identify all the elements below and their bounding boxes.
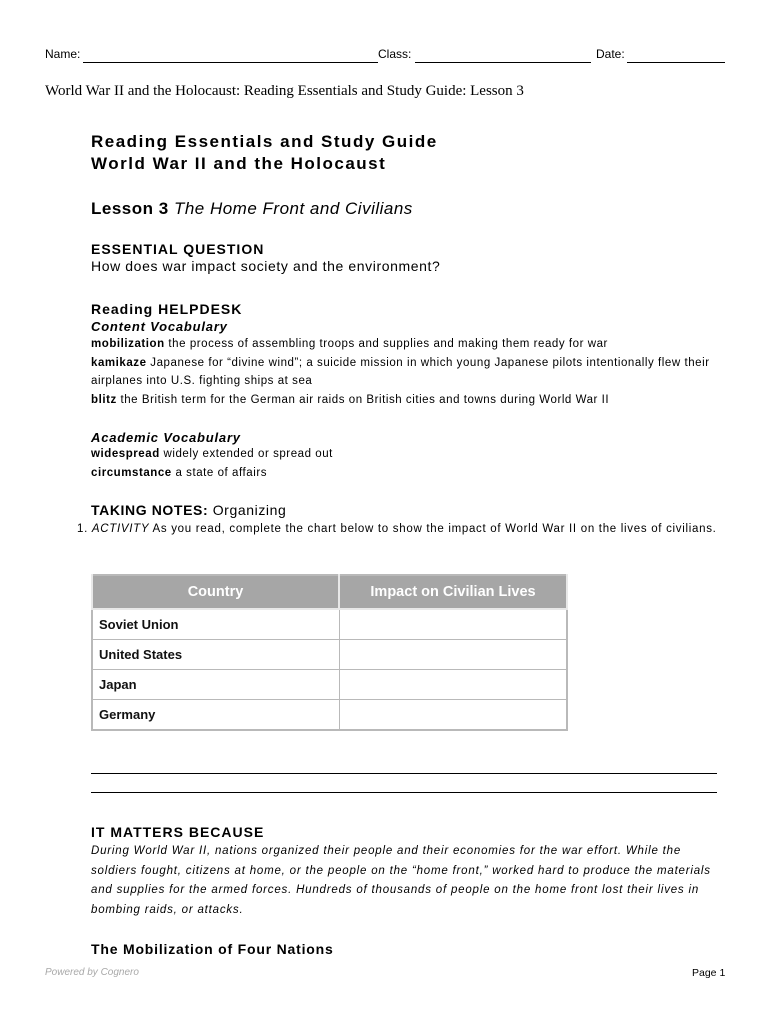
date-label: Date: (596, 47, 625, 61)
helpdesk-heading: Reading HELPDESK (91, 301, 243, 317)
page-number: Page 1 (692, 967, 726, 979)
lesson-name: The Home Front and Civilians (173, 199, 413, 218)
activity-instruction: 1. ACTIVITY As you read, complete the chart below to show the impact of World War II on the lives of civilians. (77, 523, 717, 535)
table-row (92, 640, 567, 670)
impact-cell[interactable] (339, 609, 567, 640)
class-field[interactable] (415, 62, 591, 63)
lesson-number: Lesson 3 (91, 199, 169, 218)
content-vocab-list (91, 335, 721, 409)
worksheet-header (45, 47, 725, 65)
academic-vocab-list (91, 445, 721, 482)
content-vocab-heading: Content Vocabulary (91, 319, 228, 334)
answer-line[interactable] (91, 773, 717, 774)
date-field[interactable] (627, 62, 725, 63)
impact-cell[interactable] (339, 700, 567, 731)
vocab-item: circumstance a state of affairs (91, 466, 268, 479)
it-matters-text: During World War II, nations organized their people and their economies for the war effort. While the soldiers fought, citizens at home, or the people on the “home front,” worked hard to produce the materials and supplies for the armed forces. Hundreds of thousands of people on the home front lost their lives in bombing raids, or attacks. (91, 845, 711, 916)
table-row (92, 609, 567, 640)
table-row (92, 700, 567, 731)
table-row (92, 670, 567, 700)
country-cell: Germany (92, 700, 339, 731)
academic-vocab-heading: Academic Vocabulary (91, 430, 241, 445)
name-field[interactable] (83, 62, 378, 63)
lesson-heading (91, 199, 721, 219)
academic-vocabulary (91, 430, 721, 482)
country-cell: Soviet Union (92, 609, 339, 640)
guide-title (91, 131, 721, 175)
it-matters-section (91, 824, 721, 920)
section-heading: The Mobilization of Four Nations (91, 941, 334, 957)
vocab-item: widespread widely extended or spread out (91, 448, 333, 460)
impact-cell[interactable] (339, 670, 567, 700)
country-cell: Japan (92, 670, 339, 700)
answer-line[interactable] (91, 792, 717, 793)
title-line-2: World War II and the Holocaust (91, 154, 387, 173)
vocab-item: blitz the British term for the German air raids on British cities and towns during World War II (91, 393, 610, 406)
powered-by-text: Powered by Cognero (45, 967, 139, 978)
taking-notes (91, 502, 721, 518)
essential-question (91, 241, 721, 274)
country-cell: United States (92, 640, 339, 670)
essential-question-text: How does war impact society and the environment? (91, 258, 441, 274)
vocab-item: kamikaze Japanese for “divine wind”; a suicide mission in which young Japanese pilots intentionally flew their airplanes into U.S. fighting ships at sea (91, 356, 710, 387)
class-label: Class: (378, 47, 412, 61)
country-column-header: Country (92, 575, 339, 609)
civilian-impact-chart (91, 574, 568, 731)
impact-column-header: Impact on Civilian Lives (339, 575, 567, 609)
name-label: Name: (45, 47, 81, 61)
essential-question-heading: ESSENTIAL QUESTION (91, 241, 265, 257)
taking-notes-heading: TAKING NOTES: Organizing (91, 502, 287, 518)
document-subtitle: World War II and the Holocaust: Reading Essentials and Study Guide: Lesson 3 (45, 83, 524, 99)
reading-helpdesk (91, 301, 721, 409)
it-matters-heading: IT MATTERS BECAUSE (91, 824, 265, 840)
impact-cell[interactable] (339, 640, 567, 670)
title-line-1: Reading Essentials and Study Guide (91, 132, 438, 151)
vocab-item: mobilization the process of assembling troops and supplies and making them ready for war (91, 338, 608, 350)
